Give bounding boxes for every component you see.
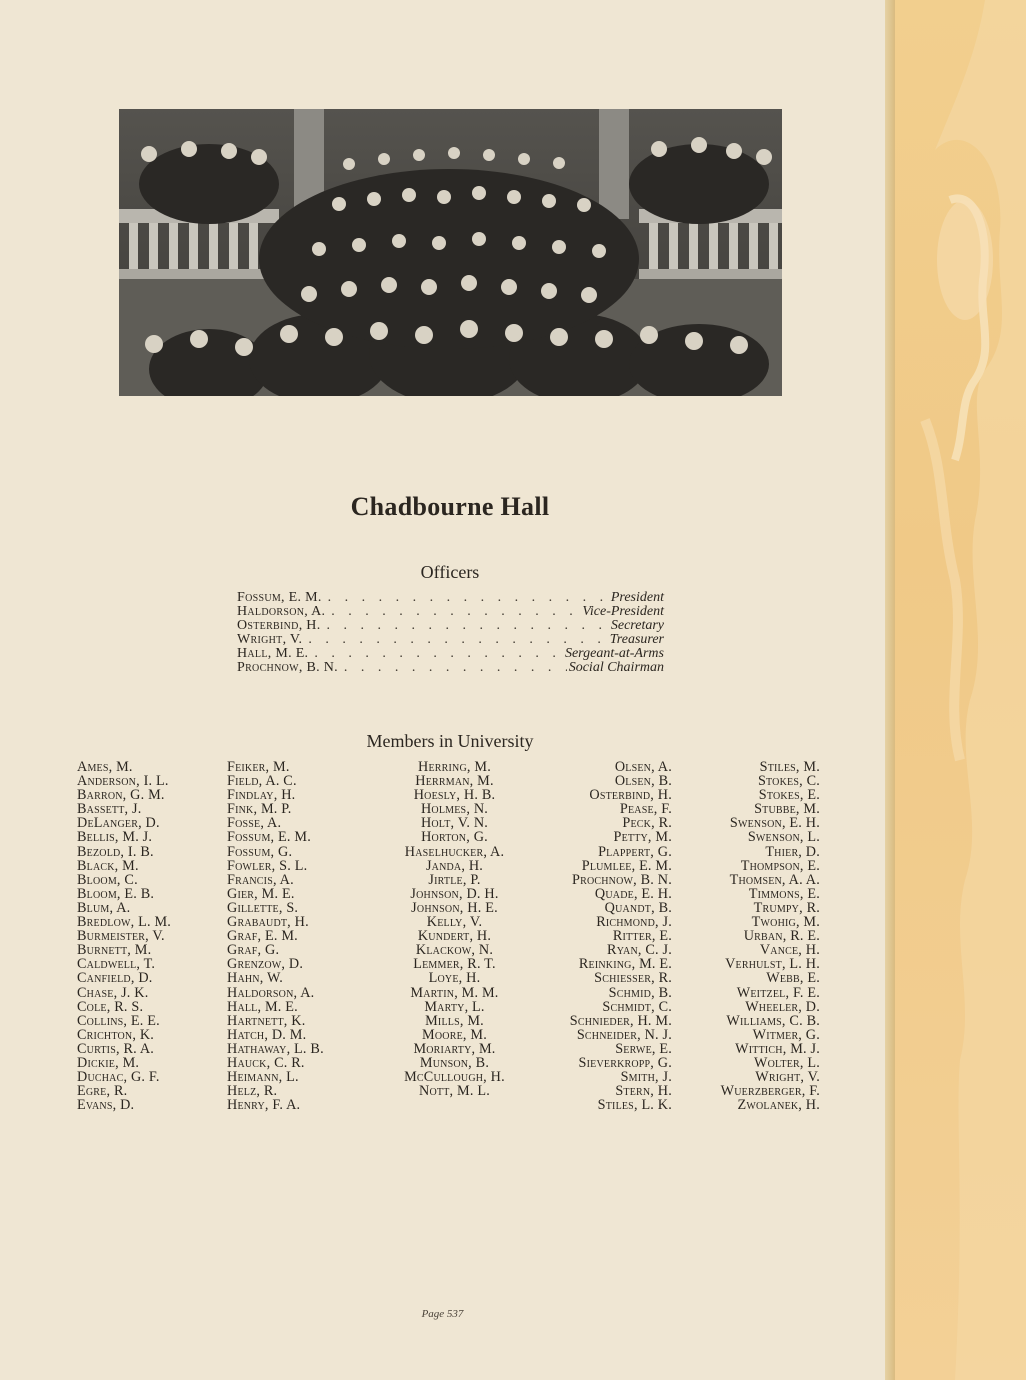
member-name: Schmidt, C. — [602, 998, 672, 1015]
member-name: Wittich, M. J. — [735, 1040, 820, 1057]
member-name: Burnett, M. — [77, 942, 152, 959]
member-name: Williams, C. B. — [726, 1012, 820, 1029]
member-name: Marty, L. — [424, 998, 485, 1015]
member-name: Thomsen, A. A. — [729, 871, 820, 888]
member-name: Timmons, E. — [748, 885, 820, 902]
member-name: Moriarty, M. — [413, 1040, 496, 1057]
member-name: Graf, G. — [227, 942, 280, 959]
member-name: Bredlow, L. M. — [77, 914, 172, 931]
member-name: Collins, E. E. — [77, 1012, 160, 1029]
member-name: Haldorson, A. — [227, 984, 315, 1001]
member-name: Henry, F. A. — [227, 1097, 301, 1114]
member-name: Wuerzberger, F. — [720, 1083, 820, 1100]
member-name: Hahn, W. — [227, 970, 283, 987]
officer-role: Vice-President — [582, 604, 664, 619]
member-name: Caldwell, T. — [77, 956, 156, 973]
member-name: Stokes, E. — [758, 787, 820, 804]
officer-row — [237, 633, 664, 647]
member-name: Zwolanek, H. — [737, 1097, 820, 1114]
member-name: Quandt, B. — [604, 899, 672, 916]
member-name: DeLanger, D. — [77, 815, 160, 832]
member-name: Twohig, M. — [751, 914, 820, 931]
member-name: Dickie, M. — [77, 1054, 140, 1071]
member-name: Quade, E. H. — [594, 885, 672, 902]
member-name: Petty, M. — [613, 829, 672, 846]
member-name: Francis, A. — [227, 871, 294, 888]
member-name: Fink, M. P. — [227, 801, 292, 818]
group-photo-illustration — [119, 109, 782, 396]
member-name: Herring, M. — [418, 759, 491, 775]
leader-dots — [322, 591, 609, 605]
officer-role: Sergeant-at-Arms — [564, 646, 664, 661]
member-name: Hathaway, L. B. — [227, 1040, 324, 1057]
officer-row — [237, 619, 664, 633]
member-name: Plumlee, E. M. — [581, 857, 672, 874]
members-column-2 — [227, 760, 324, 1112]
officer-name: Hall, M. E. — [237, 646, 309, 661]
member-name: Crichton, K. — [77, 1026, 155, 1043]
member-name: Grabaudt, H. — [227, 914, 309, 931]
member-name: Haselhucker, A. — [404, 843, 505, 860]
officers-list — [237, 591, 664, 675]
leader-dots — [308, 647, 563, 661]
member-name: Loye, H. — [428, 970, 481, 987]
member-name: Kundert, H. — [417, 928, 492, 945]
member-name: Bellis, M. J. — [77, 829, 153, 846]
decorative-side-band — [895, 0, 1026, 1380]
member-name: Fosse, A. — [227, 815, 282, 832]
member-name: Lemmer, R. T. — [413, 956, 496, 973]
member-name: Horton, G. — [421, 829, 488, 846]
member-name: Fowler, S. L. — [227, 857, 308, 874]
member-name: Blum, A. — [77, 899, 131, 916]
member-name: Egre, R. — [77, 1083, 128, 1100]
member-name: Hatch, D. M. — [227, 1026, 307, 1043]
member-name: Stiles, M. — [759, 759, 820, 775]
member-name: Schmid, B. — [608, 984, 672, 1001]
member-name: Nott, M. L. — [419, 1083, 490, 1100]
member-name: Swenson, L. — [747, 829, 820, 846]
member-name: Bloom, C. — [77, 871, 138, 888]
member-name: Moore, M. — [422, 1026, 487, 1043]
member-name: Klackow, N. — [415, 942, 494, 959]
member-name: Vance, H. — [759, 942, 820, 959]
page-title: Chadbourne Hall — [350, 492, 550, 521]
officer-role: Social Chairman — [568, 660, 664, 675]
member-name: Helz, R. — [227, 1083, 278, 1100]
member-name: Serwe, E. — [615, 1040, 672, 1057]
member-name: Swenson, E. H. — [729, 815, 820, 832]
member-name: Hartnett, K. — [227, 1012, 306, 1029]
leader-dots — [321, 619, 609, 633]
member-name: Fossum, G. — [227, 843, 293, 860]
officer-row — [237, 661, 664, 675]
member-name: Weitzel, F. E. — [736, 984, 820, 1001]
officer-row — [237, 591, 664, 605]
member-name: Ritter, E. — [612, 928, 672, 945]
member-name: Wolter, L. — [754, 1054, 820, 1071]
member-name: Kelly, V. — [426, 914, 483, 931]
officer-name: Haldorson, A. — [237, 604, 326, 619]
member-name: Holmes, N. — [420, 801, 489, 818]
member-name: Sieverkropp, G. — [578, 1054, 672, 1071]
member-name: Ames, M. — [77, 759, 133, 775]
member-name: Trumpy, R. — [753, 899, 820, 916]
member-name: Hoesly, H. B. — [413, 787, 496, 804]
member-name: Reinking, M. E. — [578, 956, 672, 973]
member-name: Ryan, C. J. — [607, 942, 672, 959]
officer-role: Secretary — [610, 618, 664, 633]
member-name: Field, A. C. — [227, 773, 297, 790]
decorative-figure-illustration — [895, 0, 1026, 1380]
member-name: Martin, M. M. — [410, 984, 499, 1001]
member-name: Barron, G. M. — [77, 787, 165, 804]
group-photo — [119, 109, 782, 396]
member-name: Urban, R. E. — [743, 928, 820, 945]
member-name: Fossum, E. M. — [227, 829, 311, 846]
member-name: Bloom, E. B. — [77, 885, 155, 902]
member-name: Johnson, D. H. — [410, 885, 499, 902]
officer-name: Osterbind, H. — [237, 618, 321, 633]
member-name: Webb, E. — [766, 970, 820, 987]
member-name: Olsen, A. — [614, 759, 672, 775]
member-name: Witmer, G. — [752, 1026, 820, 1043]
members-column-1 — [77, 760, 171, 1112]
officer-role: Treasurer — [609, 632, 664, 647]
member-name: Duchac, G. F. — [77, 1069, 160, 1086]
members-column-4 — [520, 760, 672, 1112]
member-name: Wright, V. — [755, 1069, 820, 1086]
officer-name: Prochnow, B. N. — [237, 660, 338, 675]
member-name: Munson, B. — [419, 1054, 490, 1071]
member-name: Osterbind, H. — [589, 787, 672, 804]
members-column-3 — [388, 760, 521, 1098]
member-name: Heimann, L. — [227, 1069, 299, 1086]
members-heading: Members in University — [366, 731, 534, 751]
member-name: Peck, R. — [622, 815, 672, 832]
page-edge — [885, 0, 895, 1380]
member-name: Feiker, M. — [227, 759, 290, 775]
member-name: Prochnow, B. N. — [572, 871, 672, 888]
member-name: Plappert, G. — [598, 843, 672, 860]
officer-role: President — [610, 590, 664, 605]
page-number: Page 537 — [421, 1308, 464, 1320]
member-name: Schnieder, H. M. — [569, 1012, 672, 1029]
member-name: Verhulst, L. H. — [725, 956, 820, 973]
member-name: Olsen, B. — [614, 773, 672, 790]
member-name: Findlay, H. — [227, 787, 296, 804]
member-name: Stokes, C. — [757, 773, 820, 790]
officer-row — [237, 647, 664, 661]
member-name: Thompson, E. — [740, 857, 820, 874]
member-name: Curtis, R. A. — [77, 1040, 155, 1057]
member-name: Bezold, I. B. — [77, 843, 154, 860]
member-name: Cole, R. S. — [77, 998, 144, 1015]
member-name: Canfield, D. — [77, 970, 153, 987]
member-name: Smith, J. — [620, 1069, 672, 1086]
leader-dots — [302, 633, 607, 647]
member-name: Stern, H. — [615, 1083, 672, 1100]
member-name: Gillette, S. — [227, 899, 299, 916]
member-name: Evans, D. — [77, 1097, 135, 1114]
member-name: Chase, J. K. — [77, 984, 149, 1001]
member-name: Black, M. — [77, 857, 139, 874]
member-name: Anderson, I. L. — [77, 773, 169, 790]
member-name: Hall, M. E. — [227, 998, 298, 1015]
officers-heading: Officers — [420, 562, 480, 582]
member-name: Stiles, L. K. — [597, 1097, 672, 1114]
member-name: Wheeler, D. — [745, 998, 820, 1015]
member-name: McCullough, H. — [404, 1069, 505, 1086]
member-name: Holt, V. N. — [420, 815, 489, 832]
member-name: Graf, E. M. — [227, 928, 298, 945]
leader-dots — [338, 661, 567, 675]
member-name: Burmeister, V. — [77, 928, 165, 945]
member-name: Schiesser, R. — [594, 970, 672, 987]
member-name: Johnson, H. E. — [411, 899, 498, 916]
member-name: Jirtle, P. — [428, 871, 481, 888]
leader-dots — [325, 605, 580, 619]
officer-row — [237, 605, 664, 619]
member-name: Hauck, C. R. — [227, 1054, 305, 1071]
members-column-5 — [680, 760, 820, 1112]
member-name: Mills, M. — [425, 1012, 484, 1029]
officer-name: Fossum, E. M. — [237, 590, 322, 605]
member-name: Gier, M. E. — [227, 885, 295, 902]
member-name: Grenzow, D. — [227, 956, 304, 973]
member-name: Pease, F. — [619, 801, 672, 818]
member-name: Herrman, M. — [415, 773, 494, 790]
member-name: Bassett, J. — [77, 801, 142, 818]
member-name: Richmond, J. — [596, 914, 672, 931]
officer-name: Wright, V. — [237, 632, 303, 647]
member-name: Thier, D. — [765, 843, 820, 860]
member-name: Stubbe, M. — [754, 801, 820, 818]
member-name: Schneider, N. J. — [576, 1026, 672, 1043]
member-name: Janda, H. — [425, 857, 484, 874]
